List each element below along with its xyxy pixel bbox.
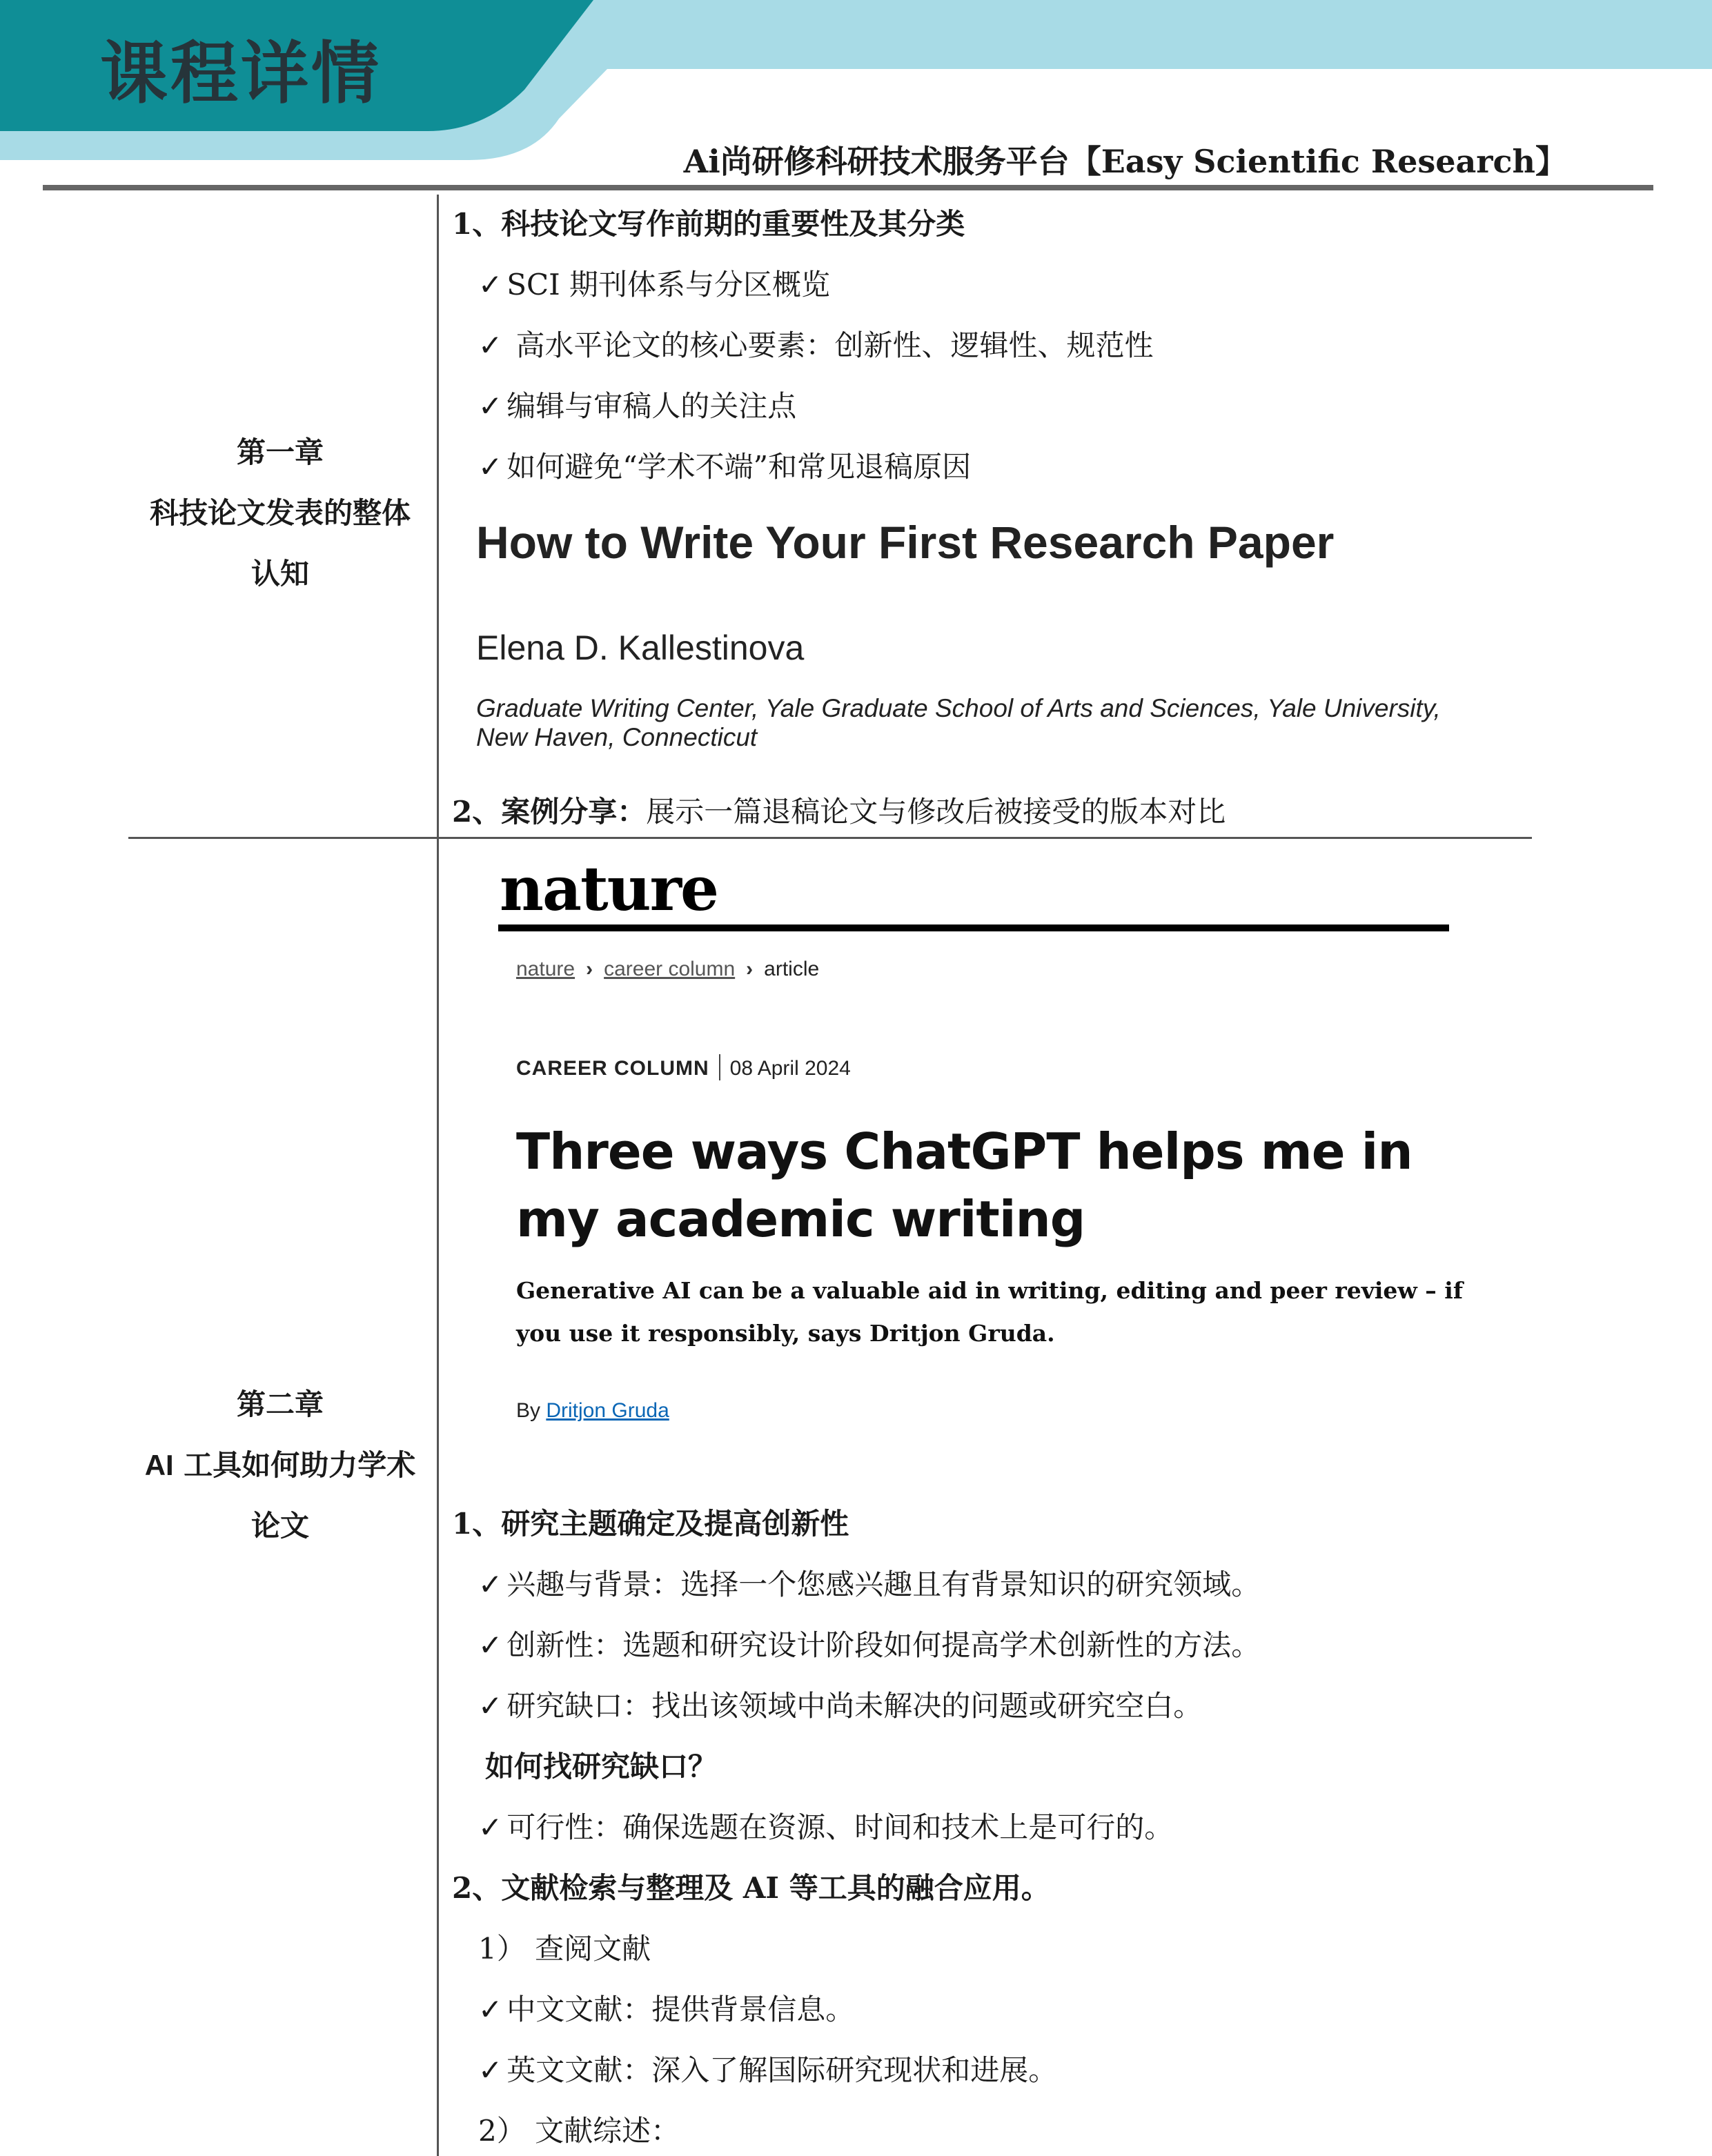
- check-icon: ✓: [478, 268, 503, 301]
- breadcrumb-career-column[interactable]: career column: [604, 958, 736, 980]
- chapter1-label: [128, 422, 432, 604]
- check-item: ✓ 兴趣与背景：选择一个您感兴趣且有背景知识的研究领域。: [478, 1567, 1261, 1601]
- check-icon: ✓: [478, 1992, 503, 2026]
- article-standfirst: Generative AI can be a valuable aid in writing, editing and peer review – if you use it responsibly, says Dritjon Gruda.: [516, 1277, 1464, 1347]
- chevron-right-icon: ›: [586, 958, 593, 980]
- check-item: ✓ 可行性：确保选题在资源、时间和技术上是可行的。: [478, 1810, 1174, 1844]
- chapter1-number: 第一章: [236, 435, 324, 469]
- check-item: ✓ 编辑与审稿人的关注点: [478, 389, 797, 423]
- check-icon: ✓: [478, 389, 503, 423]
- check-icon: ✓: [478, 1628, 503, 1662]
- paper-affiliation: Graduate Writing Center, Yale Graduate School of Arts and Sciences, Yale University, New Haven, Connecticut: [476, 694, 1441, 751]
- nature-logo-rule: [498, 924, 1449, 931]
- chapter2-heading2: 2、文献检索与整理及 AI 等工具的融合应用。: [452, 1871, 1050, 1905]
- table-row-divider: [128, 837, 1532, 839]
- check-item: ✓ 英文文献：深入了解国际研究现状和进展。: [478, 2053, 1058, 2087]
- article-date: 08 April 2024: [729, 1057, 851, 1080]
- article-title: Three ways ChatGPT helps me in my academic writing: [516, 1122, 1413, 1248]
- check-icon: ✓: [478, 1689, 503, 1723]
- table-column-divider: [437, 195, 439, 2156]
- check-item: ✓ 如何避免“学术不端”和常见退稿原因: [478, 450, 972, 484]
- chapter2-heading1: 1、研究主题确定及提高创新性: [452, 1507, 849, 1541]
- article-meta: [516, 1054, 851, 1080]
- check-icon: ✓: [478, 1810, 503, 1844]
- page-title: 课程详情: [100, 34, 382, 113]
- chevron-right-icon: ›: [746, 958, 754, 980]
- check-item: ✓ 创新性：选题和研究设计阶段如何提高学术创新性的方法。: [478, 1628, 1261, 1662]
- chapter2-title-line1: AI 工具如何助力学术: [144, 1448, 416, 1482]
- check-icon: ✓: [478, 450, 503, 484]
- breadcrumb-nature[interactable]: nature: [516, 958, 575, 980]
- chapter1-heading2: 2、案例分享：展示一篇退稿论文与修改后被接受的版本对比: [452, 795, 1226, 829]
- nature-logo: nature: [500, 853, 718, 924]
- chapter1-title-line2: 认知: [250, 557, 309, 591]
- chapter2-number: 第二章: [236, 1387, 324, 1421]
- sub-question: 如何找研究缺口？: [485, 1750, 718, 1783]
- check-icon: ✓: [478, 328, 503, 362]
- breadcrumb-article: article: [764, 958, 820, 980]
- breadcrumb: [516, 958, 819, 981]
- chapter1-title-line1: 科技论文发表的整体: [149, 496, 411, 530]
- numbered-item: 2） 文献综述：: [478, 2114, 680, 2148]
- check-icon: ✓: [478, 1567, 503, 1601]
- author-link[interactable]: Dritjon Gruda: [546, 1399, 669, 1422]
- paper-title: How to Write Your First Research Paper: [476, 517, 1335, 568]
- check-item: ✓ SCI 期刊体系与分区概览: [478, 268, 831, 301]
- chapter2-title-line2: 论文: [250, 1509, 309, 1543]
- numbered-item: 1） 查阅文献: [478, 1932, 651, 1966]
- platform-name: Ai尚研修科研技术服务平台【Easy Scientific Research】: [683, 143, 1567, 180]
- header-divider: [43, 185, 1653, 190]
- check-item: ✓ 高水平论文的核心要素：创新性、逻辑性、规范性: [478, 328, 1154, 362]
- check-item: ✓ 中文文献：提供背景信息。: [478, 1992, 855, 2026]
- meta-separator: [719, 1054, 720, 1080]
- article-type: CAREER COLUMN: [516, 1057, 709, 1080]
- chapter1-heading1: 1、科技论文写作前期的重要性及其分类: [452, 207, 965, 241]
- chapter2-label: [128, 1374, 432, 1556]
- paper-author: Elena D. Kallestinova: [476, 629, 805, 667]
- article-byline: By Dritjon Gruda: [516, 1399, 669, 1422]
- check-item: ✓ 研究缺口：找出该领域中尚未解决的问题或研究空白。: [478, 1689, 1203, 1723]
- check-icon: ✓: [478, 2053, 503, 2087]
